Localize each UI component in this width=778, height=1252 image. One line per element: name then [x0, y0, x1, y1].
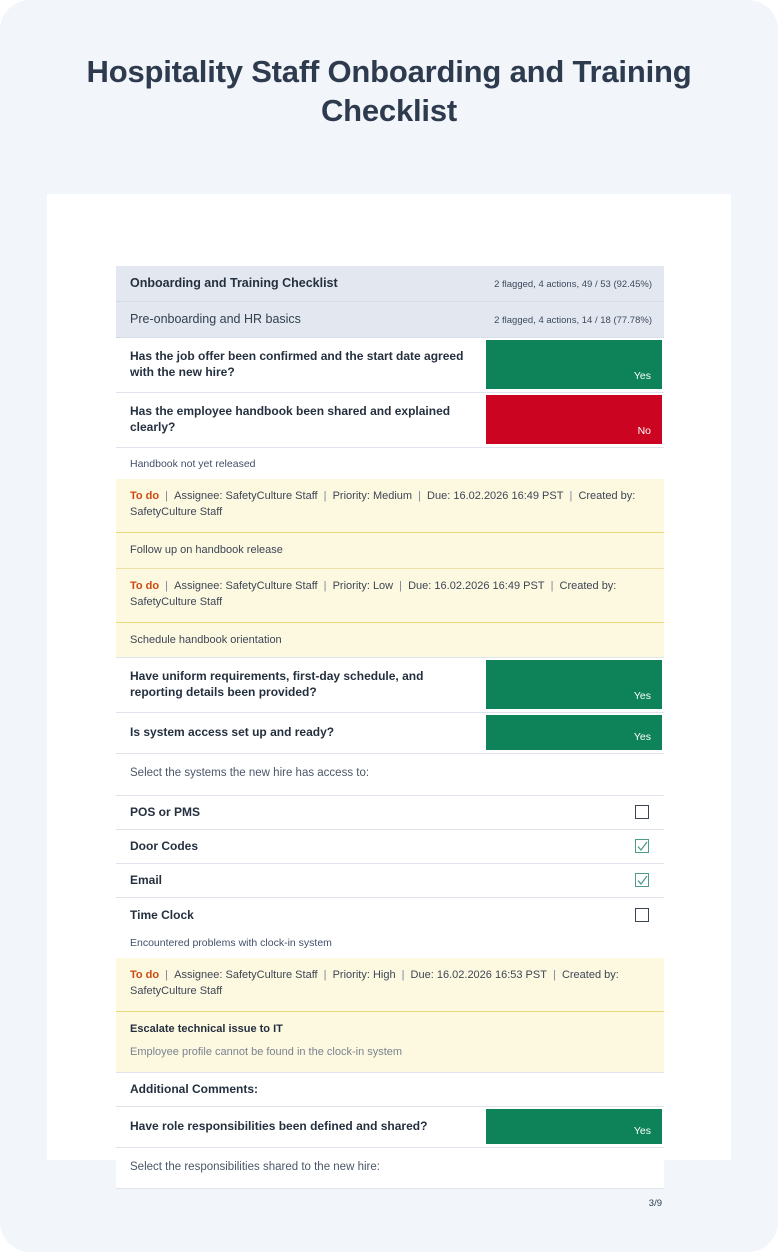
section-title-sub: Pre-onboarding and HR basics [130, 312, 301, 326]
action-meta [116, 479, 664, 533]
action-created-by: Created by: SafetyCulture Staff [130, 969, 619, 997]
question-row[interactable] [116, 713, 664, 754]
action-due: Due: 16.02.2026 16:49 PST [427, 489, 564, 502]
meta-separator: | [396, 579, 406, 592]
additional-comments-row[interactable] [116, 1073, 664, 1107]
meta-separator: | [162, 969, 172, 982]
action-priority: Priority: Medium [332, 489, 413, 502]
section-stats-main: 2 flagged, 4 actions, 49 / 53 (92.45%) [494, 278, 652, 290]
checkbox-checked-icon[interactable] [635, 873, 649, 887]
action-title: Schedule handbook orientation [116, 623, 664, 659]
action-due: Due: 16.02.2026 16:53 PST [410, 969, 547, 982]
page-title: Hospitality Staff Onboarding and Training Checklist [86, 54, 692, 129]
question-label: Have role responsibilities been defined and shared? [130, 1118, 428, 1133]
todo-status-badge: To do [130, 489, 160, 502]
action-due: Due: 16.02.2026 16:49 PST [408, 579, 545, 592]
answer-chip-yes[interactable]: Yes [486, 715, 662, 750]
checkbox-unchecked-icon[interactable] [635, 908, 649, 922]
meta-separator: | [320, 489, 330, 502]
checkbox-row-door-codes[interactable] [116, 830, 664, 864]
checkbox-label: POS or PMS [130, 805, 201, 820]
checkbox-unchecked-icon[interactable] [635, 805, 649, 819]
action-note: Handbook not yet released [116, 448, 664, 479]
check-mark-icon [637, 841, 648, 852]
action-priority: Priority: High [332, 969, 396, 982]
checkbox-label: Door Codes [130, 839, 199, 854]
action-assignee: Assignee: SafetyCulture Staff [174, 579, 318, 592]
action-priority: Priority: Low [332, 579, 394, 592]
meta-separator: | [547, 579, 557, 592]
action-created-by: Created by: SafetyCulture Staff [130, 579, 617, 608]
section-header-main [116, 266, 664, 302]
meta-separator: | [566, 489, 576, 502]
section-header-sub [116, 302, 664, 338]
action-meta [116, 569, 664, 623]
question-label: Is system access set up and ready? [130, 725, 335, 740]
action-title: Escalate technical issue to IT [116, 1012, 664, 1043]
question-row[interactable] [116, 393, 664, 448]
action-title: Follow up on handbook release [116, 533, 664, 569]
page-indicator: 3/9 [116, 1188, 664, 1209]
meta-separator: | [398, 969, 408, 982]
checkbox-row-time-clock[interactable] [116, 898, 664, 932]
question-label: Has the employee handbook been shared and explained clearly? [130, 403, 451, 434]
check-mark-icon [637, 875, 648, 886]
question-row[interactable] [116, 1107, 664, 1148]
action-created-by: Created by: SafetyCulture Staff [130, 489, 636, 518]
prompt-responsibilities: Select the responsibilities shared to the new hire: [116, 1148, 664, 1189]
additional-comments-label: Additional Comments: [130, 1082, 258, 1097]
answer-chip-yes[interactable]: Yes [486, 660, 662, 709]
answer-chip-yes[interactable]: Yes [486, 1109, 662, 1144]
answer-chip-no[interactable]: No [486, 395, 662, 444]
question-label: Has the job offer been confirmed and the start date agreed with the new hire? [130, 349, 464, 379]
action-note: Encountered problems with clock-in system [116, 932, 664, 958]
action-assignee: Assignee: SafetyCulture Staff [174, 489, 318, 502]
section-title-main: Onboarding and Training Checklist [130, 276, 338, 290]
action-meta [116, 958, 664, 1012]
meta-separator: | [320, 579, 330, 592]
checkbox-label: Email [130, 873, 163, 888]
checklist-card [47, 194, 731, 1210]
action-description: Employee profile cannot be found in the clock-in system [116, 1043, 664, 1073]
meta-separator: | [549, 969, 559, 982]
answer-chip-yes[interactable]: Yes [486, 340, 662, 389]
meta-separator: | [415, 489, 425, 502]
meta-separator: | [162, 489, 172, 502]
question-row[interactable] [116, 658, 664, 713]
checkbox-row-email[interactable] [116, 864, 664, 898]
question-row[interactable] [116, 338, 664, 393]
meta-separator: | [162, 579, 172, 592]
checkbox-checked-icon[interactable] [635, 839, 649, 853]
question-label: Have uniform requirements, first-day schedule, and reporting details been provided? [130, 669, 424, 700]
checkbox-label: Time Clock [130, 907, 194, 922]
prompt-systems-access: Select the systems the new hire has access to: [116, 754, 664, 796]
checkbox-row-pos-or-pms[interactable] [116, 796, 664, 830]
todo-status-badge: To do [130, 969, 160, 982]
section-stats-sub: 2 flagged, 4 actions, 14 / 18 (77.78%) [494, 314, 652, 326]
todo-status-badge: To do [130, 579, 160, 592]
checklist-sheet [116, 266, 664, 1209]
meta-separator: | [320, 969, 330, 982]
action-assignee: Assignee: SafetyCulture Staff [174, 969, 318, 982]
